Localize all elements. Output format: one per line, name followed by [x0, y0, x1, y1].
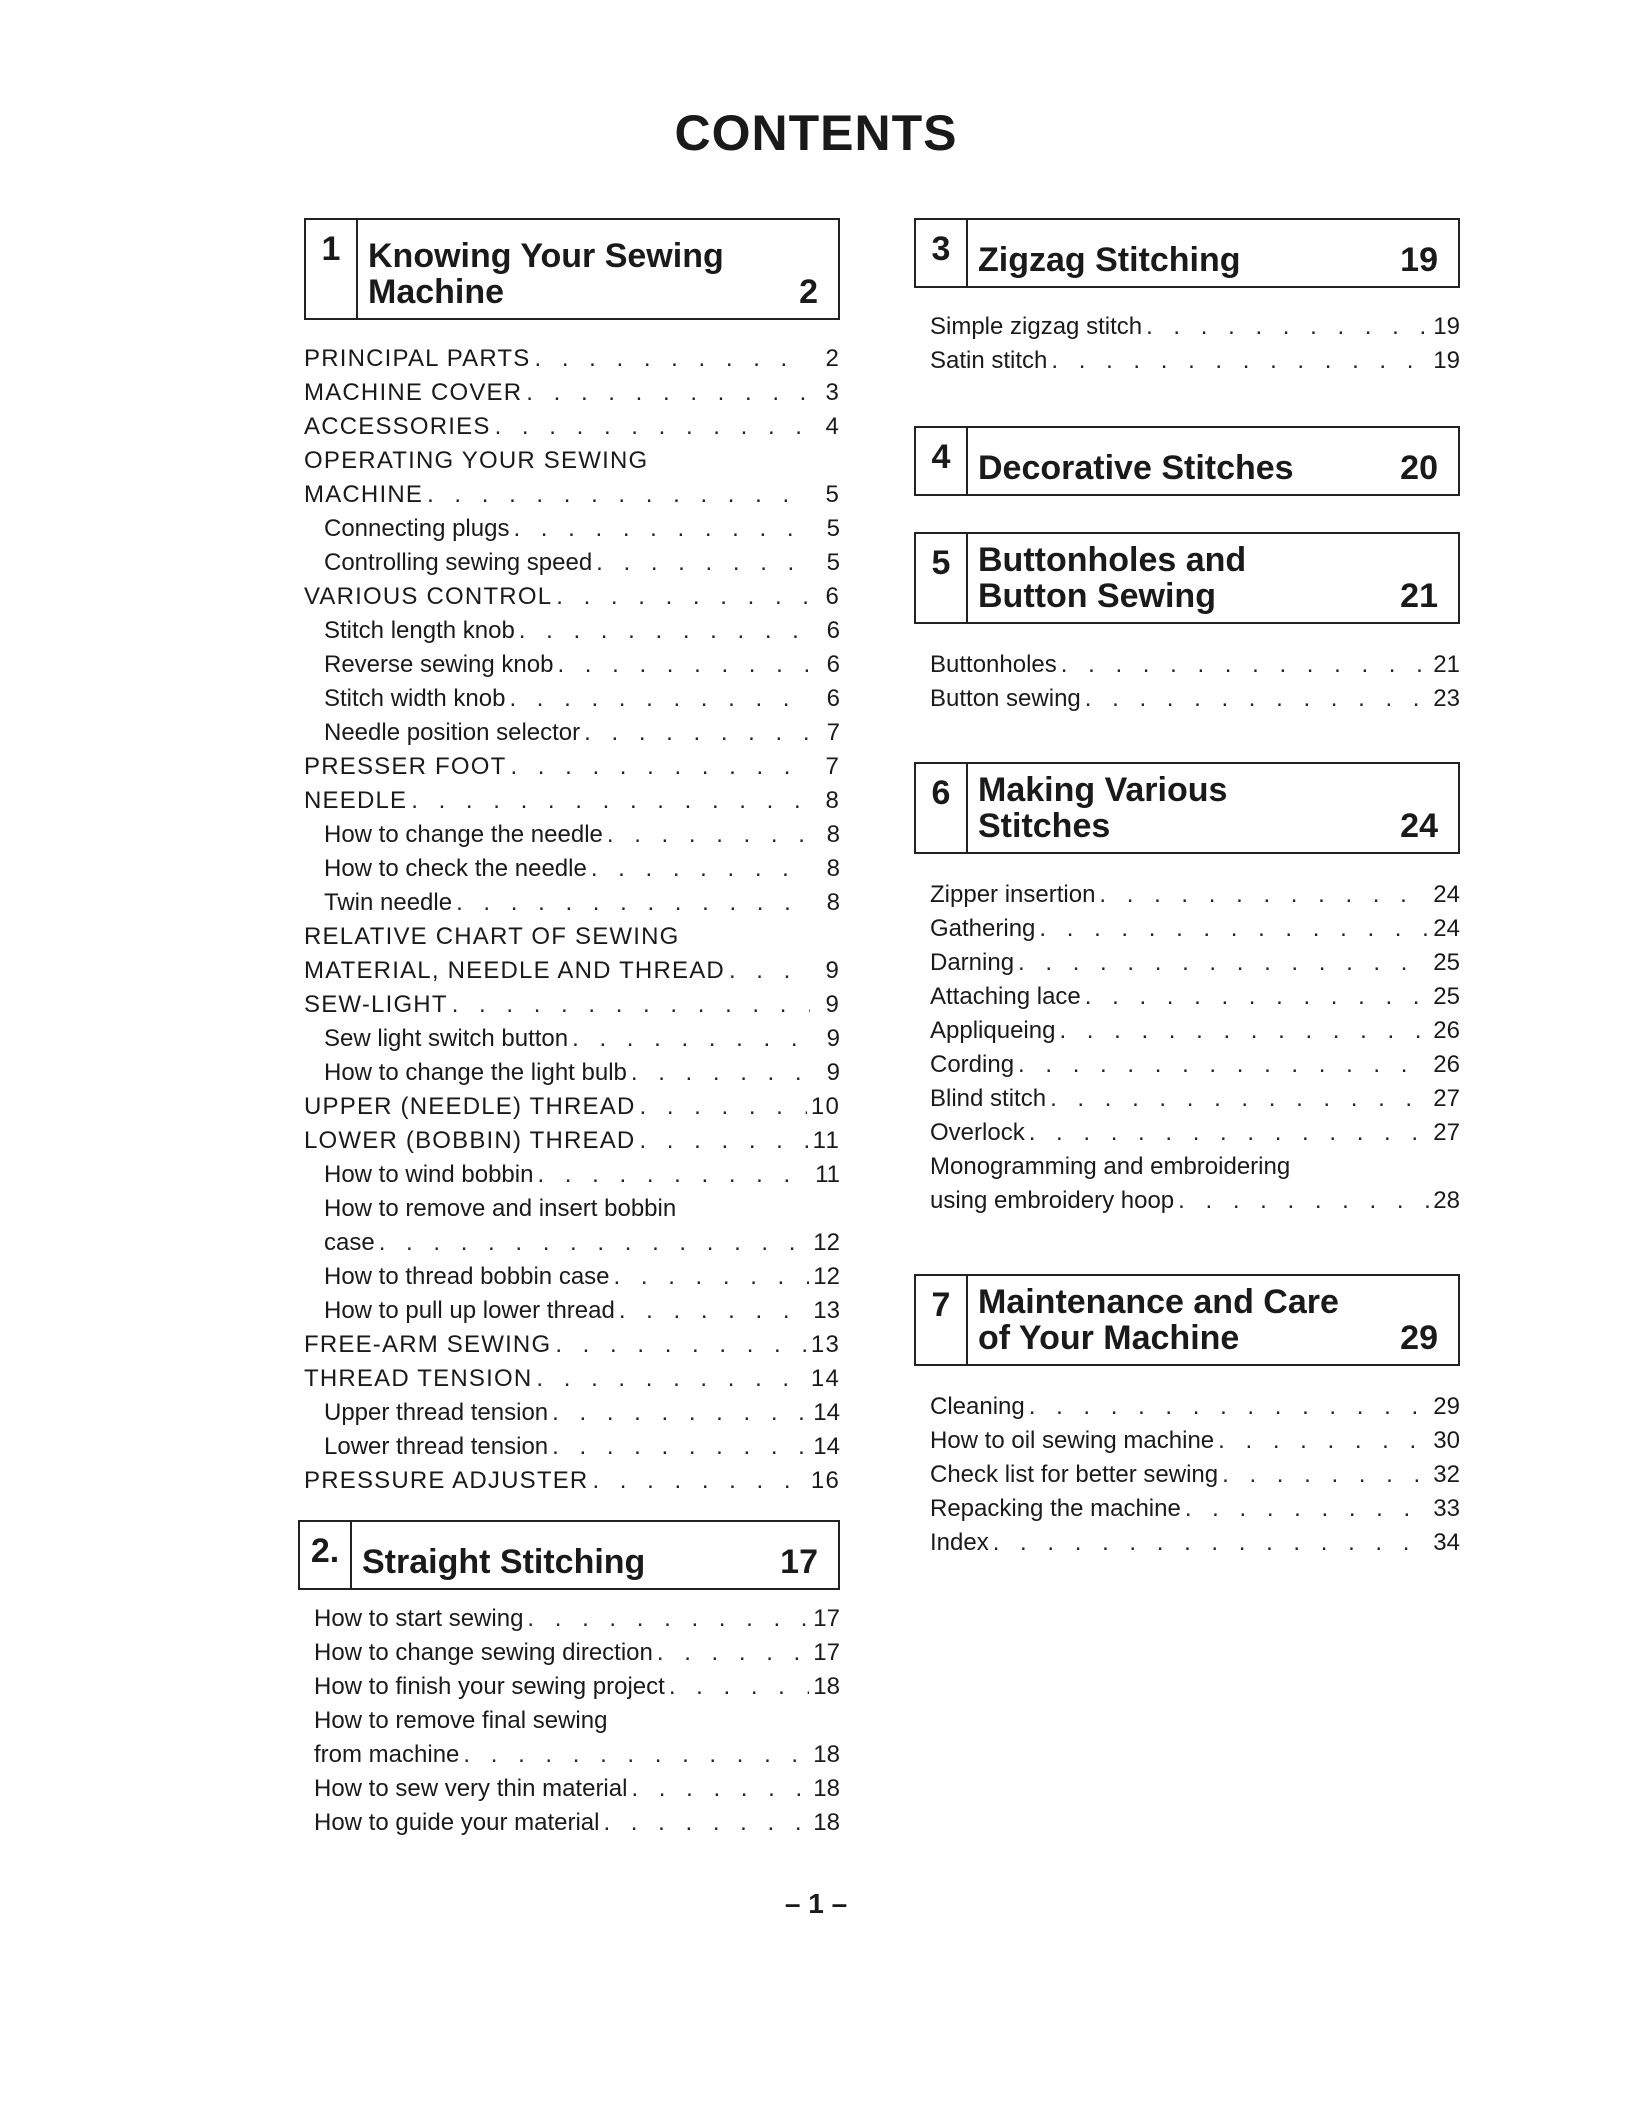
- toc-entry-label: Monogramming and embroidering: [930, 1153, 1291, 1180]
- toc-entry: [304, 1226, 840, 1260]
- toc-entry: [304, 716, 840, 750]
- toc-entry: [314, 1738, 840, 1772]
- toc-entry: [930, 912, 1460, 946]
- toc-entry: [930, 1458, 1460, 1492]
- dot-leader: [513, 512, 810, 546]
- toc-entry-page: 30: [1433, 1427, 1460, 1454]
- toc-entry: [304, 988, 840, 1022]
- toc-entry: [304, 1328, 840, 1362]
- chapter-1-heading: [304, 218, 840, 320]
- toc-entry-page: 34: [1433, 1529, 1460, 1556]
- toc-entry-label: How to finish your sewing project: [314, 1673, 665, 1700]
- toc-entry-page: 2: [825, 345, 840, 372]
- toc-entry-label: ACCESSORIES: [304, 413, 491, 440]
- toc-entry-page: 11: [812, 1127, 840, 1154]
- toc-entry: [930, 878, 1460, 912]
- toc-entry: [304, 784, 840, 818]
- chapter-number: 3: [916, 220, 968, 286]
- toc-entry-page: 17: [813, 1605, 840, 1632]
- dot-leader: [427, 478, 810, 512]
- toc-entry-label: from machine: [314, 1741, 460, 1768]
- toc-entry-page: 18: [813, 1775, 840, 1802]
- toc-entry-label: PRINCIPAL PARTS: [304, 345, 531, 372]
- dot-leader: [1085, 980, 1430, 1014]
- toc-entry-label: Index: [930, 1529, 989, 1556]
- toc-entry-label: LOWER (BOBBIN) THREAD: [304, 1127, 636, 1154]
- toc-entry: [304, 376, 840, 410]
- toc-entry: [930, 1492, 1460, 1526]
- toc-entry: [304, 342, 840, 376]
- toc-entry-page: 17: [813, 1639, 840, 1666]
- chapter-page: 24: [1400, 807, 1438, 845]
- dot-leader: [1085, 682, 1430, 716]
- toc-entry-label: FREE-ARM SEWING: [304, 1331, 552, 1358]
- dot-leader: [993, 1526, 1430, 1560]
- toc-entry-page: 27: [1433, 1085, 1460, 1112]
- toc-entry-label: Appliqueing: [930, 1017, 1056, 1044]
- toc-entry-page: 18: [813, 1809, 840, 1836]
- toc-entry: [314, 1704, 840, 1738]
- toc-entry-page: 14: [813, 1399, 840, 1426]
- toc-entry-label: How to remove and insert bobbin: [324, 1195, 677, 1222]
- dot-leader: [526, 376, 810, 410]
- toc-entry-label: Stitch length knob: [324, 617, 515, 644]
- toc-entry-label: How to sew very thin material: [314, 1775, 628, 1802]
- dot-leader: [509, 682, 810, 716]
- dot-leader: [1178, 1184, 1429, 1218]
- dot-leader: [1029, 1116, 1430, 1150]
- dot-leader: [657, 1636, 809, 1670]
- toc-entry-label: Buttonholes: [930, 651, 1057, 678]
- dot-leader: [1029, 1390, 1430, 1424]
- toc-entry-page: 9: [826, 1025, 840, 1052]
- dot-leader: [495, 410, 810, 444]
- toc-entry-label: Cleaning: [930, 1393, 1025, 1420]
- toc-entry: [930, 1150, 1460, 1184]
- toc-entry-label: MATERIAL, NEEDLE AND THREAD: [304, 957, 725, 984]
- dot-leader: [591, 852, 810, 886]
- chapter-page: 2: [799, 273, 818, 311]
- toc-entry-label: Upper thread tension: [324, 1399, 549, 1426]
- toc-entry-page: 11: [815, 1161, 840, 1188]
- toc-entry-page: 3: [825, 379, 840, 406]
- toc-entry-page: 27: [1433, 1119, 1460, 1146]
- toc-entry-label: How to change sewing direction: [314, 1639, 653, 1666]
- toc-entry-page: 28: [1433, 1187, 1460, 1214]
- toc-entry-page: 19: [1433, 313, 1460, 340]
- chapter-page: 17: [780, 1543, 818, 1581]
- toc-entry: [304, 1056, 840, 1090]
- dot-leader: [1018, 1048, 1429, 1082]
- toc-entry: [304, 1294, 840, 1328]
- toc-entry: [304, 1362, 840, 1396]
- toc-entry: [314, 1670, 840, 1704]
- toc-entry-page: 16: [810, 1467, 840, 1494]
- toc-entry-page: 9: [825, 957, 840, 984]
- toc-entry-label: How to check the needle: [324, 855, 587, 882]
- dot-leader: [572, 1022, 810, 1056]
- toc-entry-page: 29: [1433, 1393, 1460, 1420]
- dot-leader: [552, 1396, 809, 1430]
- dot-leader: [639, 1124, 808, 1158]
- toc-entry-label: RELATIVE CHART OF SEWING: [304, 923, 680, 950]
- toc-entry-page: 10: [810, 1093, 840, 1120]
- toc-entry: [304, 1260, 840, 1294]
- toc-entry-page: 8: [826, 889, 840, 916]
- toc-entry: [304, 852, 840, 886]
- chapter-title: Zigzag Stitching: [978, 241, 1241, 279]
- toc-entry-page: 12: [813, 1263, 840, 1290]
- dot-leader: [510, 750, 810, 784]
- toc-entry-page: 13: [810, 1331, 840, 1358]
- dot-leader: [1218, 1424, 1429, 1458]
- toc-entry-label: Darning: [930, 949, 1015, 976]
- page-title: CONTENTS: [674, 105, 958, 161]
- toc-entry-page: 26: [1433, 1051, 1460, 1078]
- toc-entry-page: 24: [1433, 915, 1460, 942]
- toc-entry: [314, 1602, 840, 1636]
- toc-entry: [930, 1048, 1460, 1082]
- toc-entry: [314, 1636, 840, 1670]
- toc-entry-label: How to change the needle: [324, 821, 603, 848]
- dot-leader: [619, 1294, 809, 1328]
- toc-entry-page: 8: [825, 787, 840, 814]
- toc-entry-label: Reverse sewing knob: [324, 651, 554, 678]
- toc-entry: [304, 1192, 840, 1226]
- chapter-title: Decorative Stitches: [978, 449, 1294, 487]
- toc-entry-page: 5: [826, 515, 840, 542]
- chapter-page: 21: [1400, 577, 1438, 615]
- dot-leader: [639, 1090, 806, 1124]
- toc-entry-label: Check list for better sewing: [930, 1461, 1219, 1488]
- toc-entry-page: 6: [826, 685, 840, 712]
- dot-leader: [584, 716, 810, 750]
- toc-entry-label: Attaching lace: [930, 983, 1081, 1010]
- dot-leader: [552, 1430, 809, 1464]
- toc-entry-page: 25: [1433, 949, 1460, 976]
- chapter-title: Buttonholes and Button Sewing: [978, 541, 1247, 615]
- dot-leader: [519, 614, 810, 648]
- toc-entry-page: 21: [1433, 651, 1460, 678]
- chapter-3-heading: [914, 218, 1460, 288]
- toc-entry: [304, 954, 840, 988]
- toc-entry: [930, 1082, 1460, 1116]
- chapter-1-entries: [304, 342, 840, 1498]
- dot-leader: [452, 988, 810, 1022]
- dot-leader: [1039, 912, 1429, 946]
- toc-entry: [304, 410, 840, 444]
- toc-entry: [304, 682, 840, 716]
- toc-entry: [304, 512, 840, 546]
- toc-entry: [930, 344, 1460, 378]
- toc-entry-page: 9: [826, 1059, 840, 1086]
- dot-leader: [1050, 1082, 1429, 1116]
- toc-entry: [304, 614, 840, 648]
- toc-entry-label: Sew light switch button: [324, 1025, 569, 1052]
- chapter-3-entries: [930, 310, 1460, 378]
- toc-entry: [314, 1806, 840, 1840]
- toc-entry: [930, 1526, 1460, 1560]
- toc-entry-label: Blind stitch: [930, 1085, 1047, 1112]
- dot-leader: [631, 1056, 810, 1090]
- dot-leader: [603, 1806, 809, 1840]
- toc-entry-label: How to guide your material: [314, 1809, 600, 1836]
- toc-entry: [304, 886, 840, 920]
- toc-entry-page: 6: [826, 617, 840, 644]
- dot-leader: [1061, 648, 1430, 682]
- toc-entry-page: 24: [1433, 881, 1460, 908]
- dot-leader: [1051, 344, 1429, 378]
- chapter-2-entries: [314, 1602, 840, 1840]
- toc-entry-label: How to change the light bulb: [324, 1059, 627, 1086]
- dot-leader: [527, 1602, 809, 1636]
- toc-entry-page: 33: [1433, 1495, 1460, 1522]
- dot-leader: [669, 1670, 809, 1704]
- toc-entry: [304, 750, 840, 784]
- toc-entry-label: Twin needle: [324, 889, 453, 916]
- toc-entry-page: 6: [825, 583, 840, 610]
- chapter-title: Knowing Your Sewing Machine: [368, 237, 724, 311]
- chapter-5-entries: [930, 648, 1460, 716]
- toc-entry-label: MACHINE COVER: [304, 379, 523, 406]
- dot-leader: [1185, 1492, 1429, 1526]
- toc-entry: [304, 444, 840, 478]
- chapter-5-heading: [914, 532, 1460, 624]
- dot-leader: [557, 648, 810, 682]
- toc-entry-page: 5: [825, 481, 840, 508]
- chapter-4-heading: [914, 426, 1460, 496]
- toc-entry-page: 25: [1433, 983, 1460, 1010]
- dot-leader: [536, 1362, 807, 1396]
- toc-entry: [930, 648, 1460, 682]
- toc-entry: [304, 478, 840, 512]
- toc-entry-page: 12: [813, 1229, 840, 1256]
- toc-entry-label: Button sewing: [930, 685, 1081, 712]
- toc-entry-label: VARIOUS CONTROL: [304, 583, 553, 610]
- chapter-7-heading: [914, 1274, 1460, 1366]
- toc-entry-page: 9: [825, 991, 840, 1018]
- toc-entry-page: 23: [1433, 685, 1460, 712]
- chapter-number: 4: [916, 428, 968, 494]
- toc-entry-label: Simple zigzag stitch: [930, 313, 1143, 340]
- toc-entry-page: 13: [813, 1297, 840, 1324]
- toc-entry: [304, 546, 840, 580]
- toc-entry-label: OPERATING YOUR SEWING: [304, 447, 649, 474]
- dot-leader: [592, 1464, 806, 1498]
- toc-entry: [930, 1184, 1460, 1218]
- toc-entry-page: 18: [813, 1673, 840, 1700]
- dot-leader: [729, 954, 810, 988]
- toc-entry: [304, 1464, 840, 1498]
- toc-entry: [930, 980, 1460, 1014]
- toc-entry: [304, 1124, 840, 1158]
- chapter-6-entries: [930, 878, 1460, 1218]
- chapter-page: 29: [1400, 1319, 1438, 1357]
- dot-leader: [607, 818, 810, 852]
- toc-entry-label: using embroidery hoop: [930, 1187, 1175, 1214]
- dot-leader: [537, 1158, 810, 1192]
- dot-leader: [463, 1738, 809, 1772]
- dot-leader: [1018, 946, 1429, 980]
- toc-entry-page: 4: [825, 413, 840, 440]
- dot-leader: [614, 1260, 810, 1294]
- dot-leader: [596, 546, 810, 580]
- dot-leader: [379, 1226, 810, 1260]
- toc-entry: [304, 1430, 840, 1464]
- toc-entry: [930, 310, 1460, 344]
- toc-entry-label: How to oil sewing machine: [930, 1427, 1215, 1454]
- toc-entry: [304, 648, 840, 682]
- chapter-number: 2.: [300, 1522, 352, 1588]
- toc-entry-label: Controlling sewing speed: [324, 549, 593, 576]
- chapter-title: Maintenance and Care of Your Machine: [978, 1283, 1339, 1357]
- toc-entry-label: Connecting plugs: [324, 515, 510, 542]
- toc-entry-label: Cording: [930, 1051, 1015, 1078]
- toc-entry-label: Gathering: [930, 915, 1036, 942]
- chapter-7-entries: [930, 1390, 1460, 1560]
- dot-leader: [535, 342, 811, 376]
- chapter-number: 6: [916, 764, 968, 852]
- toc-entry: [930, 1390, 1460, 1424]
- dot-leader: [411, 784, 810, 818]
- toc-entry: [304, 1158, 840, 1192]
- toc-entry-label: Stitch width knob: [324, 685, 506, 712]
- toc-entry-label: MACHINE: [304, 481, 424, 508]
- toc-entry-label: PRESSER FOOT: [304, 753, 507, 780]
- toc-entry-label: Repacking the machine: [930, 1495, 1181, 1522]
- toc-entry: [930, 1116, 1460, 1150]
- toc-entry-page: 8: [826, 821, 840, 848]
- dot-leader: [555, 1328, 807, 1362]
- toc-entry-page: 6: [826, 651, 840, 678]
- toc-entry-page: 7: [825, 753, 840, 780]
- toc-entry-label: THREAD TENSION: [304, 1365, 533, 1392]
- toc-entry: [304, 920, 840, 954]
- toc-entry-page: 8: [826, 855, 840, 882]
- toc-entry-label: How to remove final sewing: [314, 1707, 608, 1734]
- toc-entry-label: Overlock: [930, 1119, 1025, 1146]
- toc-entry-label: PRESSURE ADJUSTER: [304, 1467, 589, 1494]
- toc-entry-label: How to start sewing: [314, 1605, 524, 1632]
- toc-entry-label: NEEDLE: [304, 787, 408, 814]
- toc-entry-label: How to wind bobbin: [324, 1161, 534, 1188]
- chapter-title: Straight Stitching: [362, 1543, 646, 1581]
- toc-entry-label: How to pull up lower thread: [324, 1297, 615, 1324]
- toc-entry-label: SEW-LIGHT: [304, 991, 448, 1018]
- toc-entry: [304, 818, 840, 852]
- toc-entry-page: 14: [813, 1433, 840, 1460]
- dot-leader: [556, 580, 810, 614]
- chapter-page: 20: [1400, 449, 1438, 487]
- toc-entry-label: Zipper insertion: [930, 881, 1096, 908]
- toc-entry: [314, 1772, 840, 1806]
- toc-entry-page: 32: [1433, 1461, 1460, 1488]
- chapter-6-heading: [914, 762, 1460, 854]
- toc-entry-label: case: [324, 1229, 375, 1256]
- toc-entry: [304, 1396, 840, 1430]
- toc-entry-label: UPPER (NEEDLE) THREAD: [304, 1093, 636, 1120]
- toc-entry: [304, 1022, 840, 1056]
- toc-entry-page: 7: [826, 719, 840, 746]
- toc-entry: [930, 1014, 1460, 1048]
- toc-entry: [304, 580, 840, 614]
- toc-entry-label: How to thread bobbin case: [324, 1263, 610, 1290]
- page-number: – 1 –: [784, 1888, 848, 1919]
- dot-leader: [1059, 1014, 1429, 1048]
- toc-entry-label: Lower thread tension: [324, 1433, 549, 1460]
- toc-entry-label: Satin stitch: [930, 347, 1048, 374]
- toc-entry-page: 19: [1433, 347, 1460, 374]
- toc-entry-label: Needle position selector: [324, 719, 581, 746]
- toc-entry-page: 14: [810, 1365, 840, 1392]
- chapter-2-heading: [298, 1520, 840, 1590]
- toc-entry: [930, 682, 1460, 716]
- toc-entry-page: 18: [813, 1741, 840, 1768]
- dot-leader: [456, 886, 810, 920]
- toc-entry-page: 26: [1433, 1017, 1460, 1044]
- toc-entry: [304, 1090, 840, 1124]
- dot-leader: [1222, 1458, 1429, 1492]
- dot-leader: [1099, 878, 1429, 912]
- dot-leader: [1146, 310, 1429, 344]
- toc-entry: [930, 1424, 1460, 1458]
- chapter-number: 1: [306, 220, 358, 318]
- toc-entry-page: 5: [826, 549, 840, 576]
- chapter-title: Making Various Stitches: [978, 771, 1228, 845]
- chapter-page: 19: [1400, 241, 1438, 279]
- chapter-number: 7: [916, 1276, 968, 1364]
- toc-entry: [930, 946, 1460, 980]
- dot-leader: [631, 1772, 809, 1806]
- chapter-number: 5: [916, 534, 968, 622]
